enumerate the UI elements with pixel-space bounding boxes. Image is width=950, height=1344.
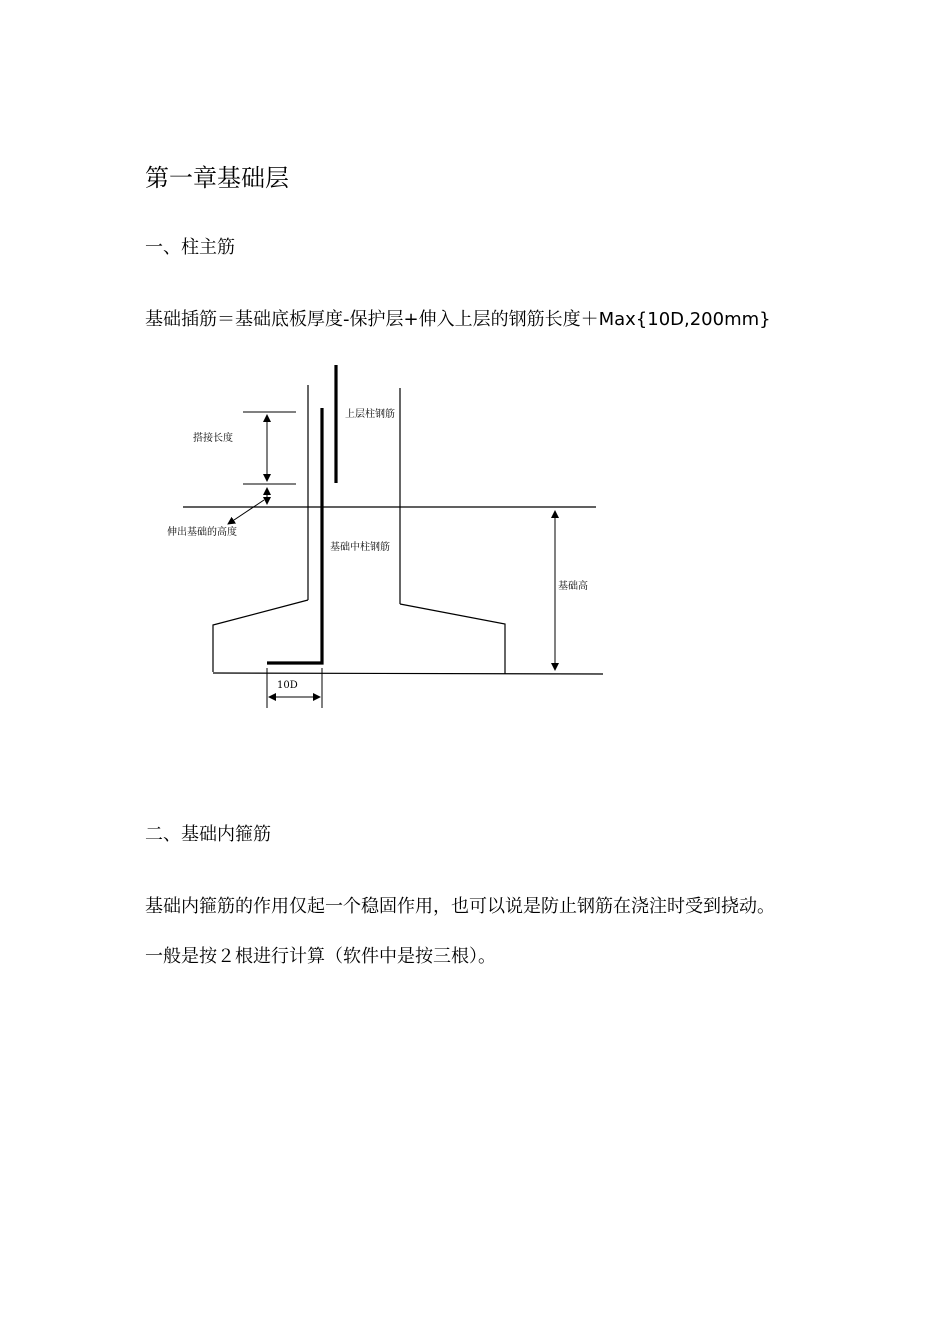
- section2-heading: 二、基础内箍筋: [145, 824, 271, 845]
- label-extend-height: 伸出基础的高度: [167, 527, 237, 538]
- label-foundation-bar: 基础中柱钢筋: [330, 542, 390, 553]
- label-upper-bar: 上层柱钢筋: [345, 409, 395, 420]
- section2-paragraph-2: 一般是按２根进行计算（软件中是按三根）。: [145, 946, 496, 967]
- section2-paragraph-1: 基础内箍筋的作用仅起一个稳固作用，也可以说是防止钢筋在浇注时受到挠动。: [145, 896, 775, 917]
- chapter-title: 第一章基础层: [145, 164, 289, 192]
- footing-bottom-line: [213, 673, 603, 674]
- foundation-column-bar: [267, 408, 322, 663]
- label-lap-length: 搭接长度: [193, 433, 233, 444]
- extend-height-leader: [228, 500, 264, 524]
- label-10d: 10D: [277, 680, 298, 691]
- label-foundation-height: 基础高: [558, 581, 588, 592]
- footing-left-outline: [213, 600, 308, 672]
- rebar-formula: 基础插筋＝基础底板厚度-保护层+伸入上层的钢筋长度＋Max{10D,200mm}: [145, 309, 771, 330]
- section1-heading: 一、柱主筋: [145, 237, 235, 258]
- footing-right-outline: [400, 604, 505, 674]
